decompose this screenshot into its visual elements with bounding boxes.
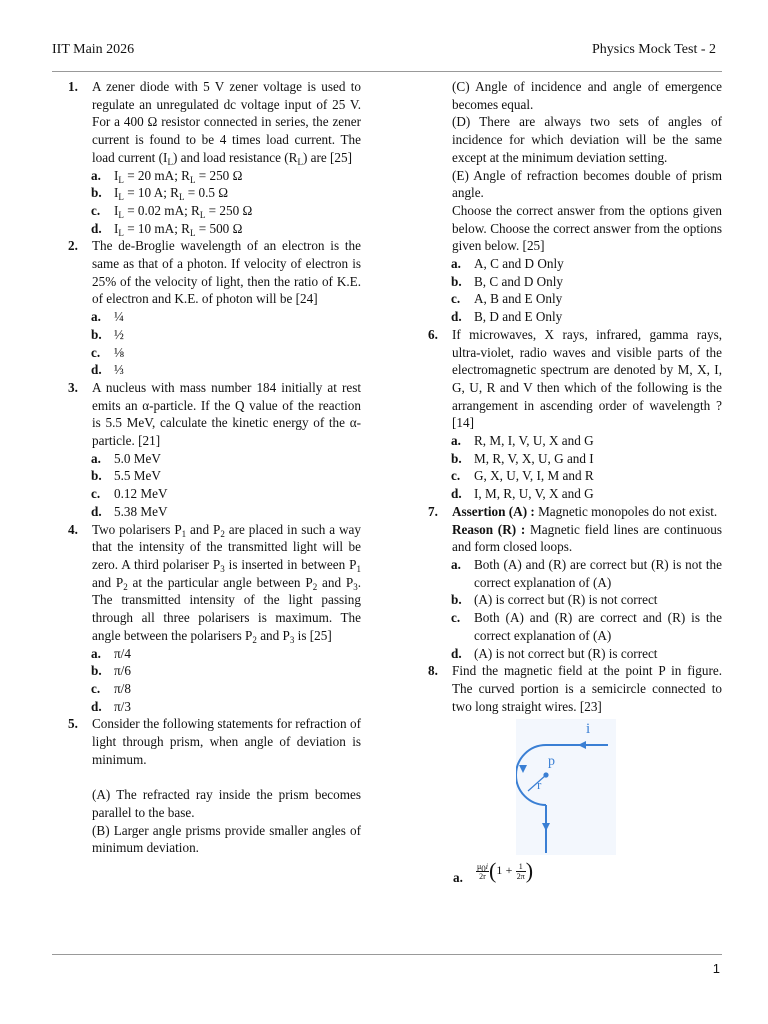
- option-c[interactable]: c. π/8: [91, 680, 131, 696]
- question-number: 3.: [68, 379, 78, 395]
- option-a[interactable]: a. Both (A) and (R) are correct but (R) is not the correct explanation of (A): [451, 556, 722, 590]
- question-number: 7.: [428, 503, 438, 519]
- question-text: If microwaves, X rays, infrared, gamma rays, ultra-violet, radio waves and visible parts of the electromagnetic spectrum are denoted by M, X, I, G, U, R and V then which of the following is the arrangement in ascending order of wavelength ? [14]: [452, 326, 722, 431]
- option-b[interactable]: b. 5.5 MeV: [91, 468, 161, 484]
- statement-b: (B) Larger angle prisms provide smaller angles of minimum deviation.: [92, 822, 361, 856]
- option-b[interactable]: b. (A) is correct but (R) is not correct: [451, 592, 658, 608]
- question-text: Consider the following statements for refraction of light through prism, when angle of deviation is minimum.: [92, 716, 361, 767]
- footer-divider: [52, 954, 722, 955]
- semicircle-wire: [516, 745, 546, 805]
- question-2: [68, 237, 361, 308]
- wire-figure: [516, 719, 616, 855]
- option-d[interactable]: d. π/3: [91, 698, 131, 714]
- option-d[interactable]: d. I, M, R, U, V, X and G: [451, 486, 594, 502]
- question-number: 6.: [428, 326, 438, 342]
- assertion-text: Assertion (A) : Magnetic monopoles do not exist.: [452, 503, 718, 519]
- options-list: [68, 645, 361, 716]
- question-text: A zener diode with 5 V zener voltage is used to regulate an unregulated dc voltage input of 25 V. For a 400 Ω resistor connected in series, the zener current is found to be 4 times load current. The load current $(I_L)$ and load resistance $(R_L)$ are [25]: [92, 79, 361, 167]
- wire-diagram: [516, 719, 616, 855]
- options-list: [68, 167, 361, 238]
- right-column: [428, 78, 722, 891]
- option-d[interactable]: d. 5.38 MeV: [91, 503, 168, 519]
- question-text: A nucleus with mass number 184 initially at rest emits an α-particle. If the Q value of the reaction is 5.5 MeV, calculate the kinetic energy of the α-particle. [21]: [92, 379, 361, 449]
- question-5: [68, 715, 361, 768]
- fraction: $\frac{\mu_0i}{2r}$: [477, 861, 489, 881]
- question-7: [428, 503, 722, 556]
- option-c[interactable]: c. Both (A) and (R) are correct and (R) is the correct explanation of (A): [451, 610, 722, 643]
- option-a[interactable]: a. π/4: [91, 645, 131, 661]
- option-a[interactable]: a. $I_L = 20$ mA; $R_L = 250$ Ω: [91, 167, 243, 185]
- option-d[interactable]: d. (A) is not correct but (R) is correct: [451, 645, 658, 661]
- options-list: [428, 432, 722, 503]
- arrow-icon: [578, 741, 586, 749]
- question-number: 5.: [68, 716, 78, 732]
- question-number: 8.: [428, 663, 438, 679]
- header-divider: [52, 71, 722, 72]
- question-6: [428, 326, 722, 432]
- question-text: The de-Broglie wavelength of an electron is the same as that of a photon. If velocity of electron is 25% of the velocity of light, then the ratio of K.E. of electron and K.E. of photon will be [24]: [92, 238, 361, 307]
- option-b[interactable]: b. π/6: [91, 663, 131, 679]
- options-list: [428, 556, 722, 662]
- question-number: 1.: [68, 79, 78, 94]
- option-b[interactable]: b. B, C and D Only: [451, 273, 564, 289]
- option-a[interactable]: a. R, M, I, V, U, X and G: [451, 433, 594, 449]
- options-list: [68, 450, 361, 521]
- question-text: Two polarisers $P_1$ and $P_2$ are placed in such a way that the intensity of the transmitted light will be zero. A third polariser $P_3$ is inserted in between $P_1$ and $P_2$ at the particular angle between $P_2$ and $P_3$. The transmitted intensity of the light passing through all three polarisers is maximum. The angle between the polarisers $P_2$ and $P_3$ is [25]: [92, 521, 362, 645]
- question-instruction: Choose the correct answer from the options given below. Choose the correct answer from the options given below. [25]: [452, 202, 722, 254]
- question-1: [68, 78, 361, 167]
- option-a[interactable]: a. 5.0 MeV: [91, 450, 161, 466]
- option-d[interactable]: d. B, D and E Only: [451, 309, 563, 325]
- question-3: [68, 379, 361, 450]
- radius-label: r: [537, 777, 542, 793]
- option-c[interactable]: c. ⅛: [91, 344, 124, 360]
- test-title: Physics Mock Test - 2: [592, 42, 716, 57]
- question-number: 4.: [68, 521, 78, 537]
- current-label: i: [586, 721, 591, 738]
- reason-text: Reason (R) : Magnetic field lines are continuous and form closed loops.: [452, 521, 722, 555]
- page-number: 1: [712, 961, 720, 976]
- statement-a: (A) The refracted ray inside the prism becomes parallel to the base.: [92, 787, 361, 820]
- option-d[interactable]: d. ⅓: [91, 362, 124, 378]
- statement-e: (E) Angle of refraction becomes double of prism angle.: [452, 167, 722, 201]
- left-column: [68, 78, 361, 857]
- option-c[interactable]: c. A, B and E Only: [451, 291, 563, 307]
- question-number: 2.: [68, 238, 78, 254]
- option-a[interactable]: a. A, C and D Only: [451, 256, 564, 272]
- option-c[interactable]: c. $I_L = 0.02$ mA; $R_L = 250$ Ω: [91, 202, 253, 220]
- exam-title: IIT Main 2026: [52, 42, 135, 57]
- statement-d: (D) There are always two sets of angles of incidence for which deviation will be the same except at the minimum deviation setting.: [452, 114, 722, 165]
- statement-c: (C) Angle of incidence and angle of emergence becomes equal.: [452, 79, 722, 112]
- option-b[interactable]: b. M, R, V, X, U, G and I: [451, 450, 594, 466]
- option-b[interactable]: b. ½: [91, 326, 124, 342]
- question-8: [428, 662, 722, 715]
- arrow-icon: [542, 823, 550, 831]
- option-a[interactable]: a. $\frac{\mu_0i}{2r}$ (1 + $\frac{1}{2\pi}$ ): [453, 858, 534, 886]
- point-label: p: [548, 754, 555, 770]
- option-c[interactable]: c. G, X, U, V, I, M and R: [451, 468, 594, 484]
- options-list: [428, 255, 722, 326]
- option-a[interactable]: a. ¼: [91, 309, 124, 325]
- fraction: $\frac{1}{2\pi}$: [516, 861, 525, 881]
- point-p-marker: [543, 773, 548, 778]
- option-d[interactable]: d. $I_L = 10$ mA; $R_L = 500$ Ω: [91, 220, 243, 238]
- option-c[interactable]: c. 0.12 MeV: [91, 486, 168, 502]
- options-list: [68, 308, 361, 379]
- option-b[interactable]: b. $I_L = 10$ A; $R_L = 0.5$ Ω: [91, 185, 229, 203]
- question-4: [68, 521, 361, 645]
- question-text: Find the magnetic field at the point P in figure. The curved portion is a semicircle connected to two long straight wires. [23]: [452, 663, 722, 714]
- arrow-icon: [519, 765, 527, 773]
